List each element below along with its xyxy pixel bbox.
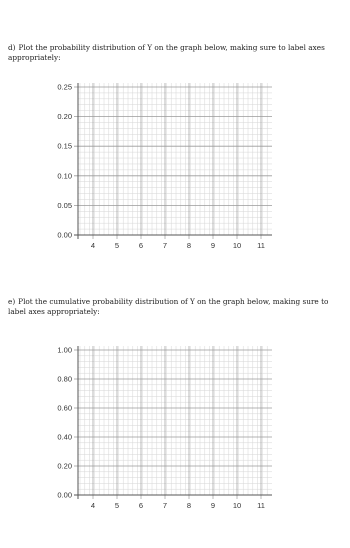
question-d-letter: d) (8, 43, 16, 52)
graph-e-x-tick-label: 8 (186, 501, 192, 510)
blank-graph-d (0, 75, 350, 255)
graph-d-x-tick-label: 10 (232, 241, 242, 250)
graph-d-x-tick-label: 7 (162, 241, 168, 250)
graph-e-y-tick-label: 0.60 (57, 403, 72, 413)
graph-d-x-tick-label: 6 (138, 241, 144, 250)
graph-d-x-tick-label: 4 (90, 241, 96, 250)
question-d (8, 43, 344, 63)
blank-graph-e (0, 335, 350, 525)
question-e-text: Plot the cumulative probability distribution of Y on the graph below, making sure to label axes appropriately: (8, 297, 329, 316)
graph-d-x-tick-label: 5 (114, 241, 120, 250)
graph-d-x-tick-label: 11 (257, 241, 265, 250)
graph-e-y-tick-label: 1.00 (57, 345, 72, 355)
graph-e-y-tick-label: 0.40 (57, 432, 72, 442)
graph-e-x-tick-label: 11 (257, 501, 265, 510)
graph-e-y-tick-label: 0.80 (57, 374, 72, 384)
graph-d-y-tick-label: 0.15 (57, 141, 72, 151)
graph-e-x-tick-label: 4 (90, 501, 96, 510)
graph-d-y-tick-label: 0.20 (57, 112, 72, 122)
graph-e-y-tick-label: 0.00 (57, 490, 72, 500)
graph-e-x-tick-label: 7 (162, 501, 168, 510)
question-e (8, 297, 344, 317)
graph-d-y-tick-label: 0.00 (57, 230, 72, 240)
graph-e-x-tick-label: 10 (232, 501, 242, 510)
graph-e-x-tick-label: 9 (210, 501, 216, 510)
graph-e-x-tick-label: 6 (138, 501, 144, 510)
graph-d-y-tick-label: 0.05 (57, 200, 72, 210)
graph-d-y-tick-label: 0.10 (57, 171, 72, 181)
graph-d-x-tick-label: 9 (210, 241, 216, 250)
graph-e-x-tick-label: 5 (114, 501, 120, 510)
graph-d-x-tick-label: 8 (186, 241, 192, 250)
graph-d-y-tick-label: 0.25 (57, 82, 72, 92)
question-d-text: Plot the probability distribution of Y on the graph below, making sure to label axes appropriately: (8, 43, 325, 62)
graph-e-y-tick-label: 0.20 (57, 461, 72, 471)
question-e-letter: e) (8, 297, 16, 306)
